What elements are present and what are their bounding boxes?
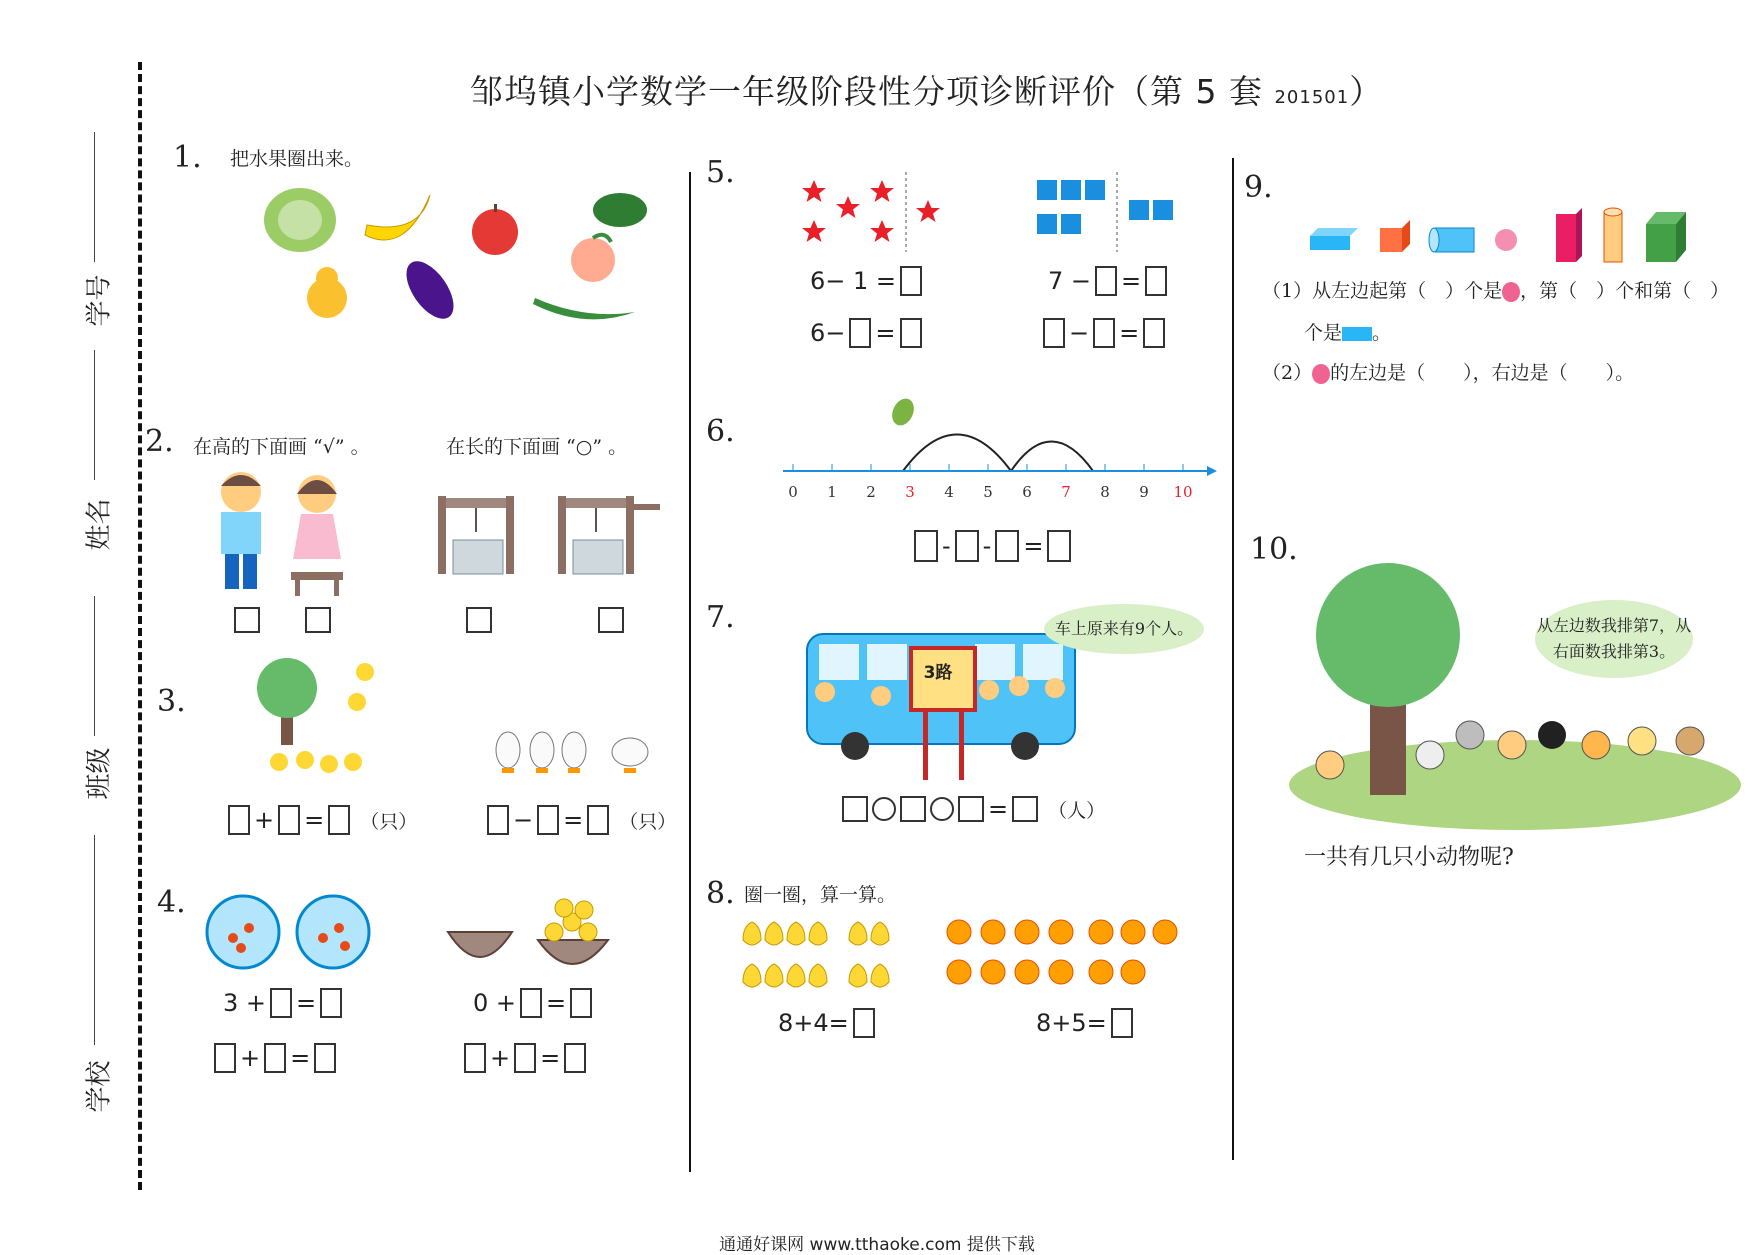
cube-icon: [1380, 220, 1410, 252]
q4-equation-b2: + =: [464, 1043, 586, 1073]
pear-icon: [849, 964, 867, 987]
q7-operator-circle-1[interactable]: [872, 797, 896, 821]
green-cube-icon: [1646, 212, 1686, 262]
q1-instruction: 把水果圈出来。: [230, 148, 364, 170]
axis-tick-label: 10: [1173, 483, 1193, 501]
q4-a1-box[interactable]: [270, 988, 292, 1018]
cuboid-icon: [1342, 327, 1372, 341]
q3-sub-box-1[interactable]: [487, 805, 509, 835]
q8-b-result-box[interactable]: [1111, 1008, 1133, 1038]
q3-ducks-picture: [490, 712, 655, 782]
q1-items-picture: [255, 180, 655, 330]
q9-question-1-line-1: （1）从左边起第（ ）个是 ，第（ ）个和第（ ）: [1262, 280, 1730, 302]
pear-icon: [307, 267, 347, 318]
orange-icon: [981, 960, 1005, 984]
axis-tick-label: 6: [1022, 483, 1032, 501]
q5-a2-box[interactable]: [849, 318, 871, 348]
q4-fishbowls-picture: [205, 890, 380, 970]
q8-equation-b: 8+5=: [1036, 1008, 1133, 1038]
q7-result-box[interactable]: [1012, 796, 1038, 822]
q2-number: 2.: [145, 424, 174, 459]
pear-icon: [871, 922, 889, 945]
q10-animals-picture: [1290, 565, 1740, 825]
q9-question-1-line-2: 个是 。: [1304, 322, 1392, 344]
jump-arc-1: [903, 435, 1011, 472]
q4-nests-picture: [446, 892, 621, 972]
q5-b2-result-box[interactable]: [1143, 318, 1165, 348]
pear-icon: [765, 964, 783, 987]
eggplant-icon: [397, 253, 463, 327]
student-id-label: 学号: [84, 274, 115, 327]
q4-b2-box-2[interactable]: [514, 1043, 536, 1073]
q3-equation-subtract: − = （只）: [487, 805, 676, 835]
orange-icon: [1089, 920, 1113, 944]
pear-icon: [743, 964, 761, 987]
q4-equation-a1: 3 + =: [223, 988, 342, 1018]
tall-cuboid-icon: [1556, 208, 1582, 262]
sphere-icon: [1495, 229, 1517, 251]
q8-a-result-box[interactable]: [853, 1008, 875, 1038]
q4-equation-a2: + =: [214, 1043, 336, 1073]
class-line: [94, 596, 95, 736]
orange-icon: [947, 960, 971, 984]
q2-wells-picture: [428, 488, 678, 583]
q3-add-box-1[interactable]: [228, 805, 250, 835]
axis-tick-label: 0: [788, 483, 798, 501]
q10-question: 一共有几只小动物呢?: [1304, 845, 1514, 870]
q7-bus-picture: [805, 628, 1085, 783]
orange-icon: [1121, 920, 1145, 944]
axis-tick-label: 2: [866, 483, 876, 501]
q8-equation-a: 8+4=: [778, 1008, 875, 1038]
q2-answer-box-2[interactable]: [305, 607, 331, 633]
q5-equation-b2: − =: [1043, 318, 1165, 348]
axis-ticks: [788, 464, 1192, 501]
q8-pears-picture: [740, 912, 890, 997]
cylinder-horizontal-icon: [1429, 228, 1474, 252]
egg-icon: [545, 899, 597, 941]
pear-icon: [849, 922, 867, 945]
q6-box-3[interactable]: [995, 530, 1019, 562]
q5-squares-picture: [1035, 172, 1175, 252]
q6-number-line: [775, 392, 1215, 512]
pear-icon: [787, 964, 805, 987]
pear-icon: [743, 922, 761, 945]
q3-add-result-box[interactable]: [328, 805, 350, 835]
q7-box-2[interactable]: [900, 796, 926, 822]
q5-b1-result-box[interactable]: [1145, 266, 1167, 296]
q10-speech-bubble: 从左边数我排第7，从右面数我排第3。: [1535, 600, 1693, 678]
q7-equation: = （人）: [842, 795, 1105, 823]
q2-instruction-long: 在长的下面画 “○” 。: [446, 436, 628, 458]
cabbage-icon: [264, 188, 336, 252]
column-divider-1: [689, 172, 691, 1172]
q7-box-1[interactable]: [842, 796, 868, 822]
orange-icon: [947, 920, 1177, 984]
class-label: 班级: [84, 747, 115, 800]
tree-icon: [257, 658, 317, 745]
name-line: [94, 350, 95, 480]
q2-answer-box-3[interactable]: [466, 607, 492, 633]
pear-icon: [743, 922, 889, 987]
cucumber-icon: [533, 298, 635, 319]
q5-equation-a2: 6− =: [810, 318, 922, 348]
footer-credit: 通通好课网 www.tthaoke.com 提供下载: [719, 1235, 1035, 1255]
orange-icon: [947, 920, 971, 944]
axis-tick-label: 9: [1139, 483, 1149, 501]
pear-icon: [787, 922, 805, 945]
q4-b2-result-box[interactable]: [564, 1043, 586, 1073]
axis-tick-label: 7: [1061, 483, 1071, 501]
pear-icon: [765, 922, 783, 945]
column-divider-2: [1232, 158, 1234, 1160]
girl-icon: [291, 475, 343, 596]
q7-bus-route-sign: 3路: [923, 663, 953, 683]
q4-number: 4.: [157, 885, 186, 920]
orange-icon: [981, 920, 1005, 944]
duck-icon: [496, 732, 648, 768]
q4-a2-box-2[interactable]: [264, 1043, 286, 1073]
cylinder-vertical-icon: [1604, 208, 1622, 262]
q7-operator-circle-2[interactable]: [930, 797, 954, 821]
q4-a2-box-1[interactable]: [214, 1043, 236, 1073]
axis-tick-label: 4: [944, 483, 954, 501]
q6-equation: - - =: [914, 530, 1071, 562]
q9-number: 9.: [1244, 170, 1273, 205]
jump-arc-2: [1011, 442, 1093, 472]
q2-instruction-tall: 在高的下面画 “√” 。: [193, 436, 370, 458]
peach-icon: [571, 235, 615, 282]
q3-chicks-picture: [255, 650, 390, 790]
q7-speech-bubble: 车上原来有9个人。: [1044, 604, 1204, 654]
green-pepper-icon: [593, 193, 647, 227]
q4-a2-result-box[interactable]: [314, 1043, 336, 1073]
q3-sub-box-2[interactable]: [537, 805, 559, 835]
axis-arrow-icon: [1207, 466, 1217, 476]
q2-answer-box-1[interactable]: [234, 607, 260, 633]
name-label: 姓名: [84, 498, 115, 551]
school-line: [94, 835, 95, 1045]
q5-b2-box-1[interactable]: [1043, 318, 1065, 348]
axis-tick-label: 1: [827, 483, 837, 501]
q10-number: 10.: [1250, 532, 1298, 567]
q6-box-1[interactable]: [914, 530, 938, 562]
star-icon: [802, 180, 940, 242]
pear-icon: [809, 922, 827, 945]
blue-square-icon: [1037, 180, 1173, 234]
q5-stars-picture: [800, 172, 960, 252]
q4-equation-b1: 0 + =: [473, 988, 592, 1018]
q5-b2-box-2[interactable]: [1093, 318, 1115, 348]
q4-b1-result-box[interactable]: [570, 988, 592, 1018]
boy-icon: [221, 472, 261, 589]
q2-kids-picture: [205, 464, 355, 599]
fishbowl-icon: [207, 896, 369, 968]
page-title: 邹坞镇小学数学一年级阶段性分项诊断评价（第 5 套 201501）: [470, 72, 1384, 111]
orange-icon: [1049, 960, 1073, 984]
orange-icon: [1153, 920, 1177, 944]
orange-icon: [1015, 960, 1039, 984]
apple-icon: [472, 204, 518, 255]
well-long-icon: [558, 496, 660, 574]
q3-add-box-2[interactable]: [278, 805, 300, 835]
q1-number: 1.: [173, 140, 202, 175]
q2-answer-box-4[interactable]: [598, 607, 624, 633]
frog-icon: [888, 395, 918, 429]
orange-icon: [1049, 920, 1073, 944]
q3-sub-result-box[interactable]: [587, 805, 609, 835]
cuboid-icon: [1310, 228, 1358, 250]
axis-tick-label: 3: [905, 483, 915, 501]
q4-b2-box-1[interactable]: [464, 1043, 486, 1073]
q8-number: 8.: [706, 876, 735, 911]
q5-equation-b1: 7 − =: [1048, 266, 1167, 296]
q5-a1-result-box[interactable]: [900, 266, 922, 296]
pear-icon: [871, 964, 889, 987]
well-short-icon: [438, 496, 514, 574]
orange-icon: [1089, 960, 1113, 984]
banana-icon: [365, 195, 430, 240]
sphere-icon: [1502, 282, 1520, 302]
q6-box-2[interactable]: [955, 530, 979, 562]
q9-solids-picture: [1308, 208, 1693, 270]
orange-icon: [1015, 920, 1039, 944]
q6-result-box[interactable]: [1047, 530, 1071, 562]
q8-oranges-picture: [945, 912, 1190, 997]
q7-number: 7.: [706, 600, 735, 635]
pear-icon: [809, 964, 827, 987]
q3-number: 3.: [157, 684, 186, 719]
q5-a2-result-box[interactable]: [900, 318, 922, 348]
q3-equation-add: + = （只）: [228, 805, 417, 835]
student-id-line: [94, 132, 95, 262]
q4-a1-result-box[interactable]: [320, 988, 342, 1018]
q9-question-2: （2） 的左边是（ ），右边是（ ）。: [1262, 362, 1635, 384]
binding-dash-line: [138, 62, 142, 1190]
q4-b1-box[interactable]: [520, 988, 542, 1018]
q5-equation-a1: 6− 1 =: [810, 266, 922, 296]
q6-number: 6.: [706, 414, 735, 449]
q5-b1-box[interactable]: [1095, 266, 1117, 296]
school-label: 学校: [84, 1060, 115, 1113]
axis-tick-label: 5: [983, 483, 993, 501]
q7-box-3[interactable]: [958, 796, 984, 822]
orange-icon: [1121, 960, 1145, 984]
sphere-icon: [1312, 364, 1330, 384]
q5-number: 5.: [706, 155, 735, 190]
axis-tick-label: 8: [1100, 483, 1110, 501]
q8-instruction: 圈一圈，算一算。: [744, 884, 897, 906]
